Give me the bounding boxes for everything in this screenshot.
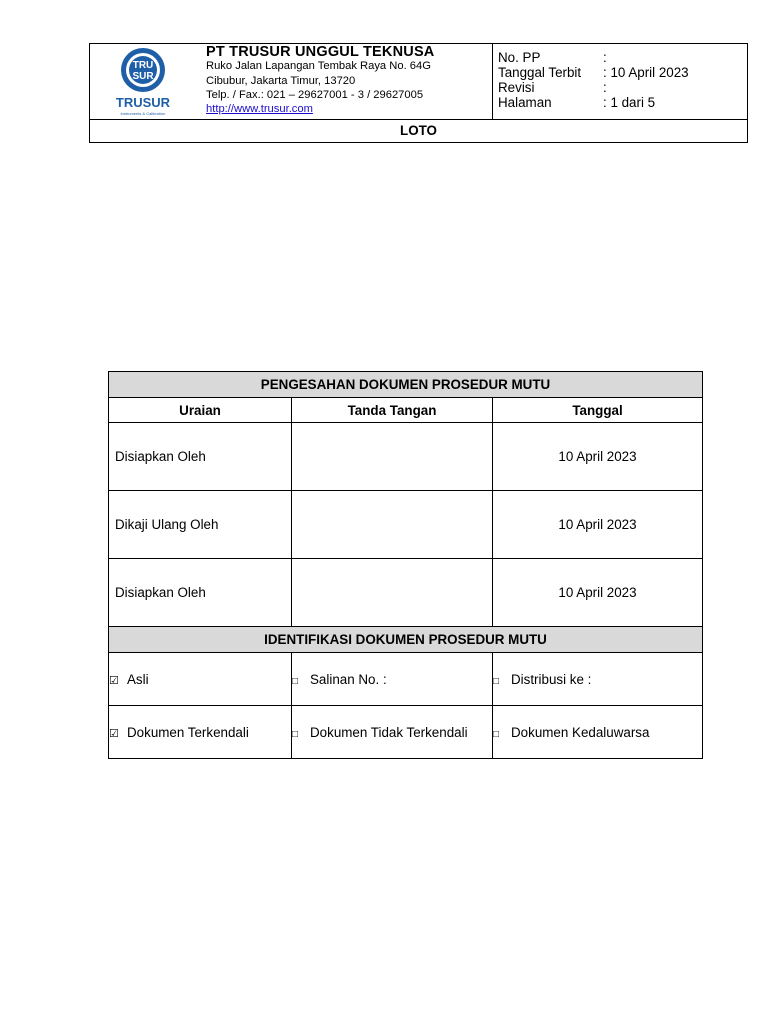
meta-value: : 10 April 2023 <box>603 65 689 80</box>
date-cell: 10 April 2023 <box>493 491 703 559</box>
checkbox-unchecked-icon[interactable]: □ <box>493 675 500 687</box>
approval-section-title: PENGESAHAN DOKUMEN PROSEDUR MUTU <box>109 372 703 398</box>
address-line: Cibubur, Jakarta Timur, 13720 <box>206 75 356 87</box>
svg-text:TRUSUR: TRUSUR <box>115 95 171 110</box>
column-header-tanda-tangan: Tanda Tangan <box>292 398 493 423</box>
option-label: Salinan No. : <box>310 671 387 687</box>
option-label: Dokumen Kedaluwarsa <box>511 724 650 740</box>
option-asli[interactable] <box>109 653 292 706</box>
document-title: LOTO <box>400 123 437 138</box>
logo <box>90 44 203 120</box>
option-dokumen-terkendali[interactable] <box>109 706 292 759</box>
meta-value: : 1 dari 5 <box>603 95 656 110</box>
uraian-cell: Disiapkan Oleh <box>109 559 292 627</box>
table-row <box>109 706 703 759</box>
website-link[interactable]: http://www.trusur.com <box>206 103 313 115</box>
table-row <box>109 559 703 627</box>
checkbox-unchecked-icon[interactable]: □ <box>292 675 299 687</box>
phone-fax: Telp. / Fax.: 021 – 29627001 - 3 / 29627005 <box>206 89 424 101</box>
company-name: PT TRUSUR UNGGUL TEKNUSA <box>206 44 435 60</box>
signature-cell[interactable] <box>292 559 493 627</box>
address-line: Ruko Jalan Lapangan Tembak Raya No. 64G <box>206 60 431 72</box>
meta-value: : <box>603 80 607 95</box>
column-header-uraian: Uraian <box>109 398 292 423</box>
option-label: Asli <box>127 671 149 687</box>
checkbox-unchecked-icon[interactable]: □ <box>292 728 299 740</box>
option-dokumen-kedaluwarsa[interactable] <box>493 706 703 759</box>
column-header-tanggal: Tanggal <box>493 398 703 423</box>
checkbox-unchecked-icon[interactable]: □ <box>493 728 500 740</box>
option-label: Dokumen Terkendali <box>127 724 249 740</box>
signature-cell[interactable] <box>292 491 493 559</box>
meta-key: Halaman <box>498 95 552 110</box>
meta-key: No. PP <box>498 50 541 65</box>
document-header <box>89 43 748 143</box>
uraian-cell: Disiapkan Oleh <box>109 423 292 491</box>
checkbox-checked-icon[interactable]: ☑ <box>109 727 119 740</box>
meta-key: Tanggal Terbit <box>498 65 582 80</box>
checkbox-checked-icon[interactable]: ☑ <box>109 674 119 687</box>
option-dokumen-tidak-terkendali[interactable] <box>292 706 493 759</box>
option-label: Dokumen Tidak Terkendali <box>310 724 468 740</box>
table-row <box>109 423 703 491</box>
document-meta <box>493 44 747 120</box>
option-salinan[interactable] <box>292 653 493 706</box>
company-info <box>203 44 493 120</box>
table-row <box>109 653 703 706</box>
uraian-cell: Dikaji Ulang Oleh <box>109 491 292 559</box>
svg-text:TRU: TRU <box>132 60 154 71</box>
svg-text:SUR: SUR <box>132 71 154 82</box>
option-distribusi[interactable] <box>493 653 703 706</box>
signature-cell[interactable] <box>292 423 493 491</box>
date-cell: 10 April 2023 <box>493 423 703 491</box>
meta-key: Revisi <box>498 80 535 95</box>
table-row <box>109 491 703 559</box>
approval-table <box>108 371 703 759</box>
identification-section-title: IDENTIFIKASI DOKUMEN PROSEDUR MUTU <box>109 627 703 653</box>
trusur-logo-icon <box>115 46 179 116</box>
option-label: Distribusi ke : <box>511 671 592 687</box>
meta-value: : <box>603 50 607 65</box>
date-cell: 10 April 2023 <box>493 559 703 627</box>
svg-text:instruments & Calibration: instruments & Calibration <box>120 111 166 116</box>
